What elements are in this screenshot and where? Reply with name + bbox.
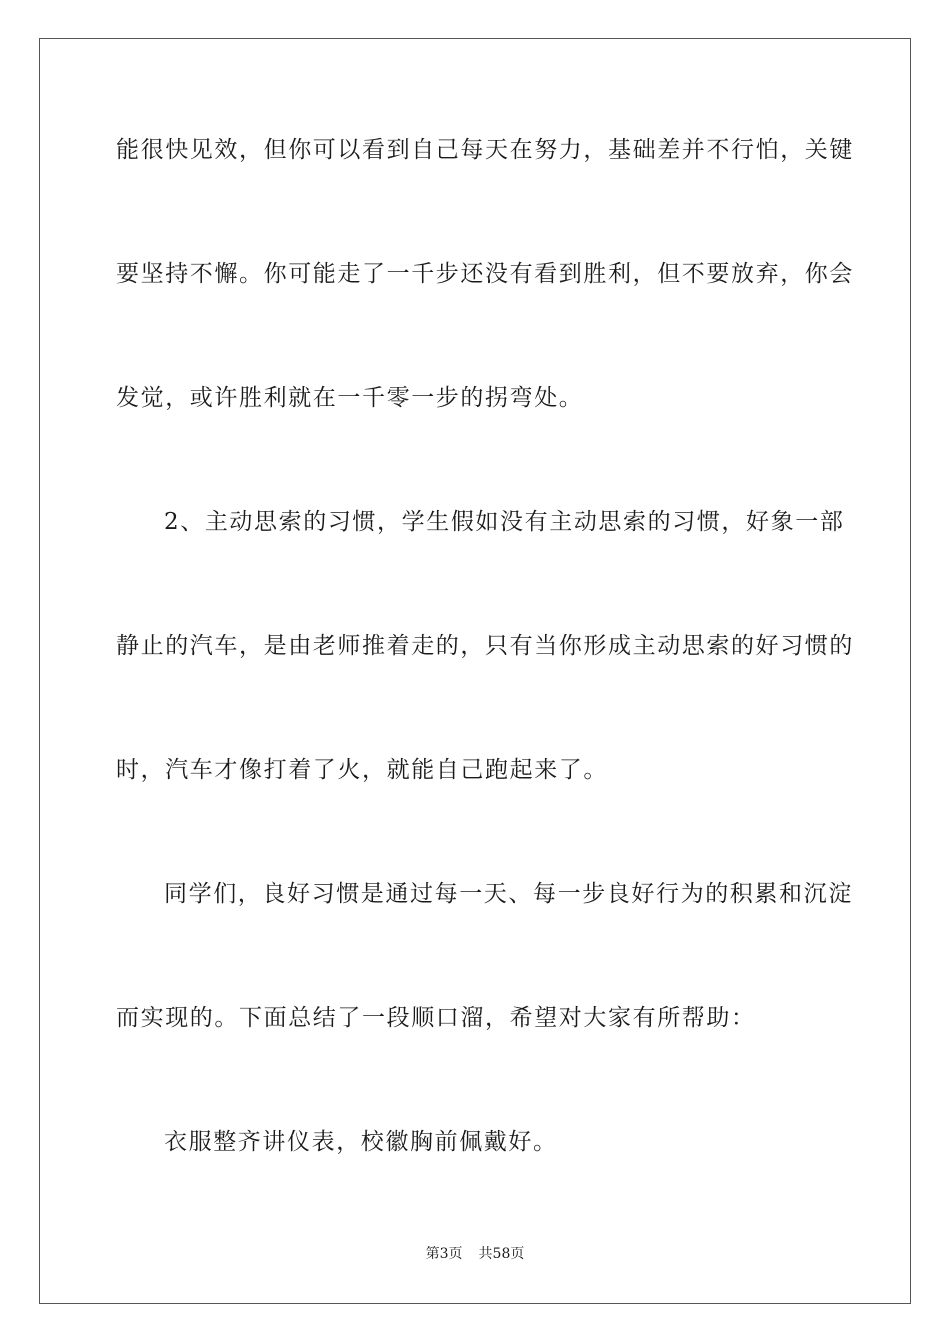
paragraph-start-line: 同学们，良好习惯是通过每一天、每一步良好行为的积累和沉淀 (164, 881, 853, 907)
page-number: 第3页 (425, 1246, 463, 1262)
text-line: 能很快见效，但你可以看到自己每天在努力，基础差并不行怕，关键 (116, 137, 854, 163)
text-line: 静止的汽车，是由老师推着走的，只有当你形成主动思索的好习惯的 (116, 633, 854, 659)
page-border (39, 38, 911, 1304)
paragraph-start-line: 衣服整齐讲仪表，校徽胸前佩戴好。 (164, 1129, 558, 1155)
text-line: 时，汽车才像打着了火，就能自己跑起来了。 (116, 757, 608, 783)
text-line: 要坚持不懈。你可能走了一千步还没有看到胜利，但不要放弃，你会 (116, 261, 854, 287)
page-footer (0, 1244, 950, 1264)
text-line: 而实现的。下面总结了一段顺口溜，希望对大家有所帮助： (116, 1005, 756, 1031)
text-line: 发觉，或许胜利就在一千零一步的拐弯处。 (116, 385, 584, 411)
paragraph-start-line: 2、主动思索的习惯，学生假如没有主动思索的习惯，好象一部 (164, 509, 845, 535)
page-total: 共58页 (478, 1246, 525, 1262)
